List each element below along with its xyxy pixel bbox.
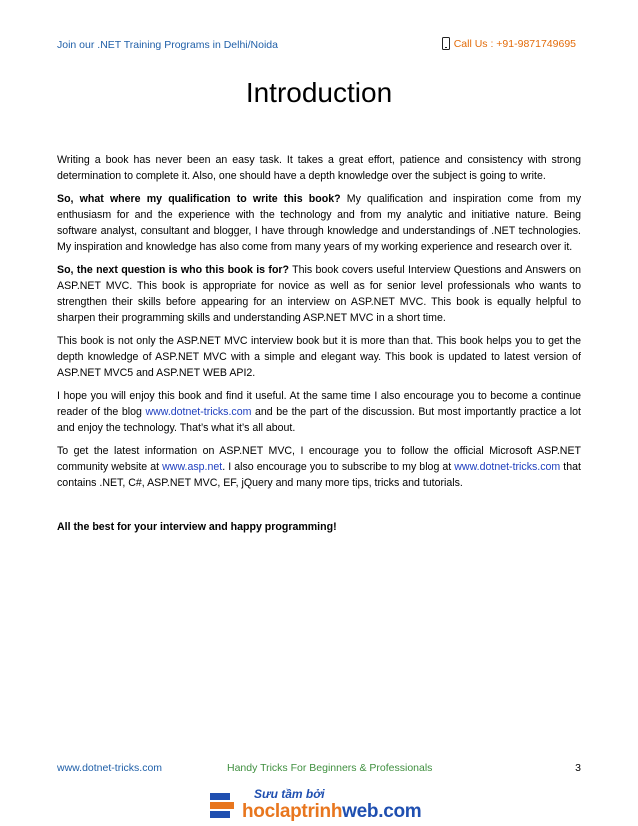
- logo-icon: [208, 791, 238, 819]
- page-number: 3: [575, 762, 581, 774]
- paragraph-5: [57, 388, 581, 436]
- watermark-main-b: web: [342, 801, 379, 822]
- paragraph-6-a: To get the latest information on ASP.NET MVC, I encourage you to follow the official Microsoft ASP.NET community website at: [57, 445, 581, 473]
- paragraph-2: [57, 191, 581, 255]
- closing-line: All the best for your interview and happy programming!: [57, 521, 337, 533]
- paragraph-1: Writing a book has never been an easy task. It takes a great effort, patience and consistency with strong determination to complete it. Also, one should have a depth knowledge over the subject is going to write.: [57, 154, 581, 182]
- blog-link[interactable]: www.dotnet-tricks.com: [145, 406, 252, 418]
- asp-net-link[interactable]: www.asp.net: [162, 461, 223, 473]
- call-text: Call Us : +91-9871749695: [453, 37, 576, 50]
- question-1: So, what where my qualification to write this book?: [57, 193, 341, 205]
- footer-tagline: Handy Tricks For Beginners & Professionals: [227, 762, 433, 774]
- watermark-top-text: Sưu tầm bởi: [254, 787, 325, 801]
- paragraph-6-c: that contains .NET, C#, ASP.NET MVC, EF, jQuery and many more tips, tricks and tutorials.: [57, 461, 581, 489]
- question-2: So, the next question is who this book is for?: [57, 264, 290, 276]
- body-content: [57, 152, 581, 542]
- paragraph-5-b: and be the part of the discussion. But most importantly practice a lot and enjoy the technology. That’s what it’s all about.: [57, 406, 581, 434]
- phone-icon: [442, 37, 450, 50]
- paragraph-3-text: This book covers useful Interview Questions and Answers on ASP.NET MVC. This book is appropriate for novice as well as for senior level professionals who wants to strengthen their skills before appearing for an interview on ASP.NET MVC. This book is equally helpful to sharpen their programming skills and understanding ASP.NET MVC in a short time.: [57, 264, 581, 324]
- watermark-main-a: hoclaptrinh: [242, 801, 343, 822]
- blog-link-2[interactable]: www.dotnet-tricks.com: [454, 461, 561, 473]
- paragraph-4: This book is not only the ASP.NET MVC interview book but it is more than that. This book helps you to get the depth knowledge of ASP.NET MVC with a simple and elegant way. This book is updated to latest version of ASP.NET MVC5 and ASP.NET WEB API2.: [57, 335, 581, 379]
- paragraph-6: [57, 443, 581, 491]
- page-title: Introduction: [245, 77, 393, 108]
- paragraph-5-a: I hope you will enjoy this book and find it useful. At the same time I also encourage you to become a continue reader of the blog: [57, 390, 581, 418]
- paragraph-3: [57, 262, 581, 326]
- watermark-main-text: [242, 801, 421, 823]
- watermark-logo: [208, 787, 438, 823]
- header-training-text: Join our .NET Training Programs in Delhi/Noida: [57, 39, 278, 51]
- footer-site: www.dotnet-tricks.com: [57, 762, 163, 774]
- paragraph-6-b: . I also encourage you to subscribe to my blog at: [222, 461, 455, 473]
- paragraph-2-text: My qualification and inspiration come from my enthusiasm for and the experience with the technology and from my analytic and initiative nature. Being software analyst, consultant and blogger, I have through knowledge and understandings of .NET technologies. My inspiration and knowledge has also come from many years of my working experience and research over it.: [57, 193, 581, 253]
- watermark-main-c: .com: [378, 801, 422, 822]
- header-call: [442, 37, 576, 50]
